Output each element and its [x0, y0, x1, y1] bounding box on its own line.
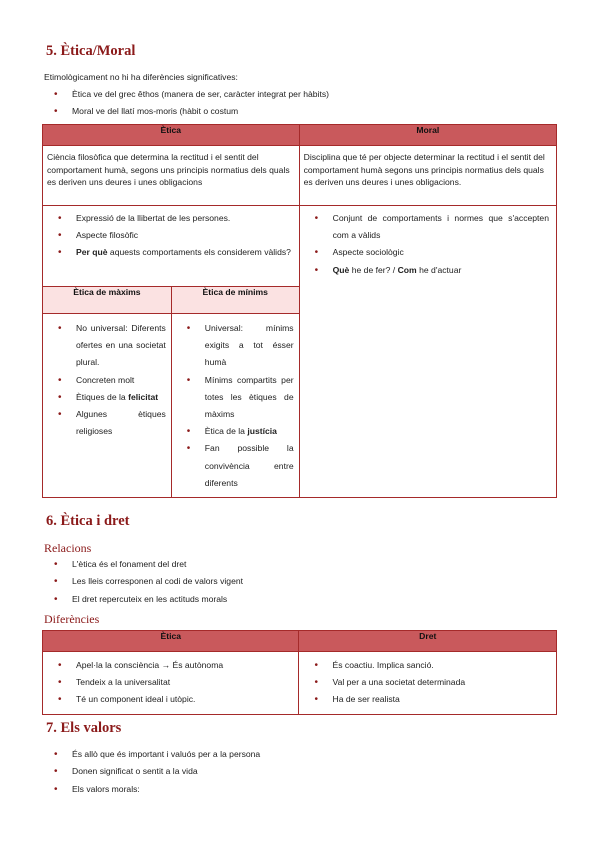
section-6-title: 6. Ètica i dret — [46, 513, 130, 529]
list-item — [44, 389, 166, 406]
minims-cell — [171, 314, 299, 498]
bold-text: Com — [397, 264, 417, 275]
list-item: • Ètica ve del grec êthos (manera de ser, caràcter integrat per hàbits) — [0, 86, 329, 103]
list-item: • L'ètica és el fonament del dret — [0, 556, 243, 573]
list-item: • Algunes ètiques religioses — [44, 406, 166, 440]
list-item: • Té un component ideal i utòpic. — [44, 691, 293, 708]
section-5-title: 5. Ètica/Moral — [46, 43, 136, 59]
list-item: • Fan possible la convivència entre diferents — [173, 440, 294, 492]
relacions-title: Relacions — [44, 541, 92, 555]
list-item: • Els valors morals: — [0, 781, 260, 798]
bold-text: Què — [332, 264, 350, 275]
diferencies-title: Diferències — [44, 612, 100, 626]
moral-definition: Disciplina que té per objecte determinar la rectitud i el sentit del comportament humà segons uns principis normatius dels quals es deriven uns deures i unes obligacions. — [299, 146, 556, 206]
etica-points-cell — [43, 206, 300, 287]
list-item — [301, 262, 549, 279]
list-item — [173, 423, 294, 440]
text: Ètiques de la — [76, 391, 129, 402]
text: aquests comportaments els considerem vàlids? — [107, 247, 291, 258]
maxims-header: Ètica de màxims — [43, 287, 172, 314]
list-item: • Expressió de la llibertat de les persones. — [44, 210, 294, 227]
etica-header: Ètica — [43, 631, 299, 652]
moral-points-cell — [299, 206, 556, 498]
list-item: • Apel·la la consciència → És autònoma — [44, 657, 293, 674]
text: Ètica de la — [204, 426, 248, 437]
moral-header: Moral — [299, 125, 556, 146]
list-item: • Val per a una societat determinada — [300, 674, 551, 691]
etica-definition: Ciència filosòfica que determina la rectitud i el sentit del comportament humà, segons uns principis normatius dels quals es deriven uns deures i unes obligacions — [43, 146, 300, 206]
bold-text: felicitat — [128, 391, 159, 402]
list-item: • Mínims compartits per totes les ètiques de màxims — [173, 372, 294, 424]
list-item — [44, 244, 294, 261]
minims-header: Ètica de mínims — [171, 287, 299, 314]
list-item: • Donen significat o sentit a la vida — [0, 763, 260, 780]
list-item: • Les lleis corresponen al codi de valors vigent — [0, 573, 243, 590]
dret-cell — [299, 652, 557, 715]
list-item: • És allò que és important i valuós per a la persona — [0, 746, 260, 763]
etica-dret-table — [42, 630, 557, 715]
list-item: • El dret repercuteix en les actituds morals — [0, 591, 243, 608]
section-5-bullets — [0, 86, 329, 121]
list-item: • Ha de ser realista — [300, 691, 551, 708]
list-item: • No universal: Diferents ofertes en una societat plural. — [44, 320, 166, 372]
text: he de fer? / — [349, 264, 398, 275]
list-item: • Conjunt de comportaments i normes que s'accepten com a vàlids — [301, 210, 549, 244]
section-7-title: 7. Els valors — [46, 720, 122, 736]
maxims-cell — [43, 314, 172, 498]
etica-header: Ètica — [43, 125, 300, 146]
list-item: • Moral ve del llatí mos-moris (hàbit o costum — [0, 103, 329, 120]
text: he d'actuar — [416, 264, 462, 275]
list-item: • Concreten molt — [44, 372, 166, 389]
bold-text: Per què — [76, 247, 108, 258]
relacions-list — [0, 556, 243, 608]
list-item: • És coactiu. Implica sanció. — [300, 657, 551, 674]
dret-header: Dret — [299, 631, 557, 652]
list-item: • Aspecte filosòfic — [44, 227, 294, 244]
etica-moral-table — [42, 124, 557, 498]
list-item: • Universal: mínims exigits a tot ésser humà — [173, 320, 294, 372]
bold-text: justícia — [247, 426, 277, 437]
section-7-bullets — [0, 746, 260, 798]
etica-cell — [43, 652, 299, 715]
list-item: • Aspecte sociològic — [301, 244, 549, 261]
section-5-intro: Etimològicament no hi ha diferències significatives: — [44, 72, 238, 82]
list-item: • Tendeix a la universalitat — [44, 674, 293, 691]
